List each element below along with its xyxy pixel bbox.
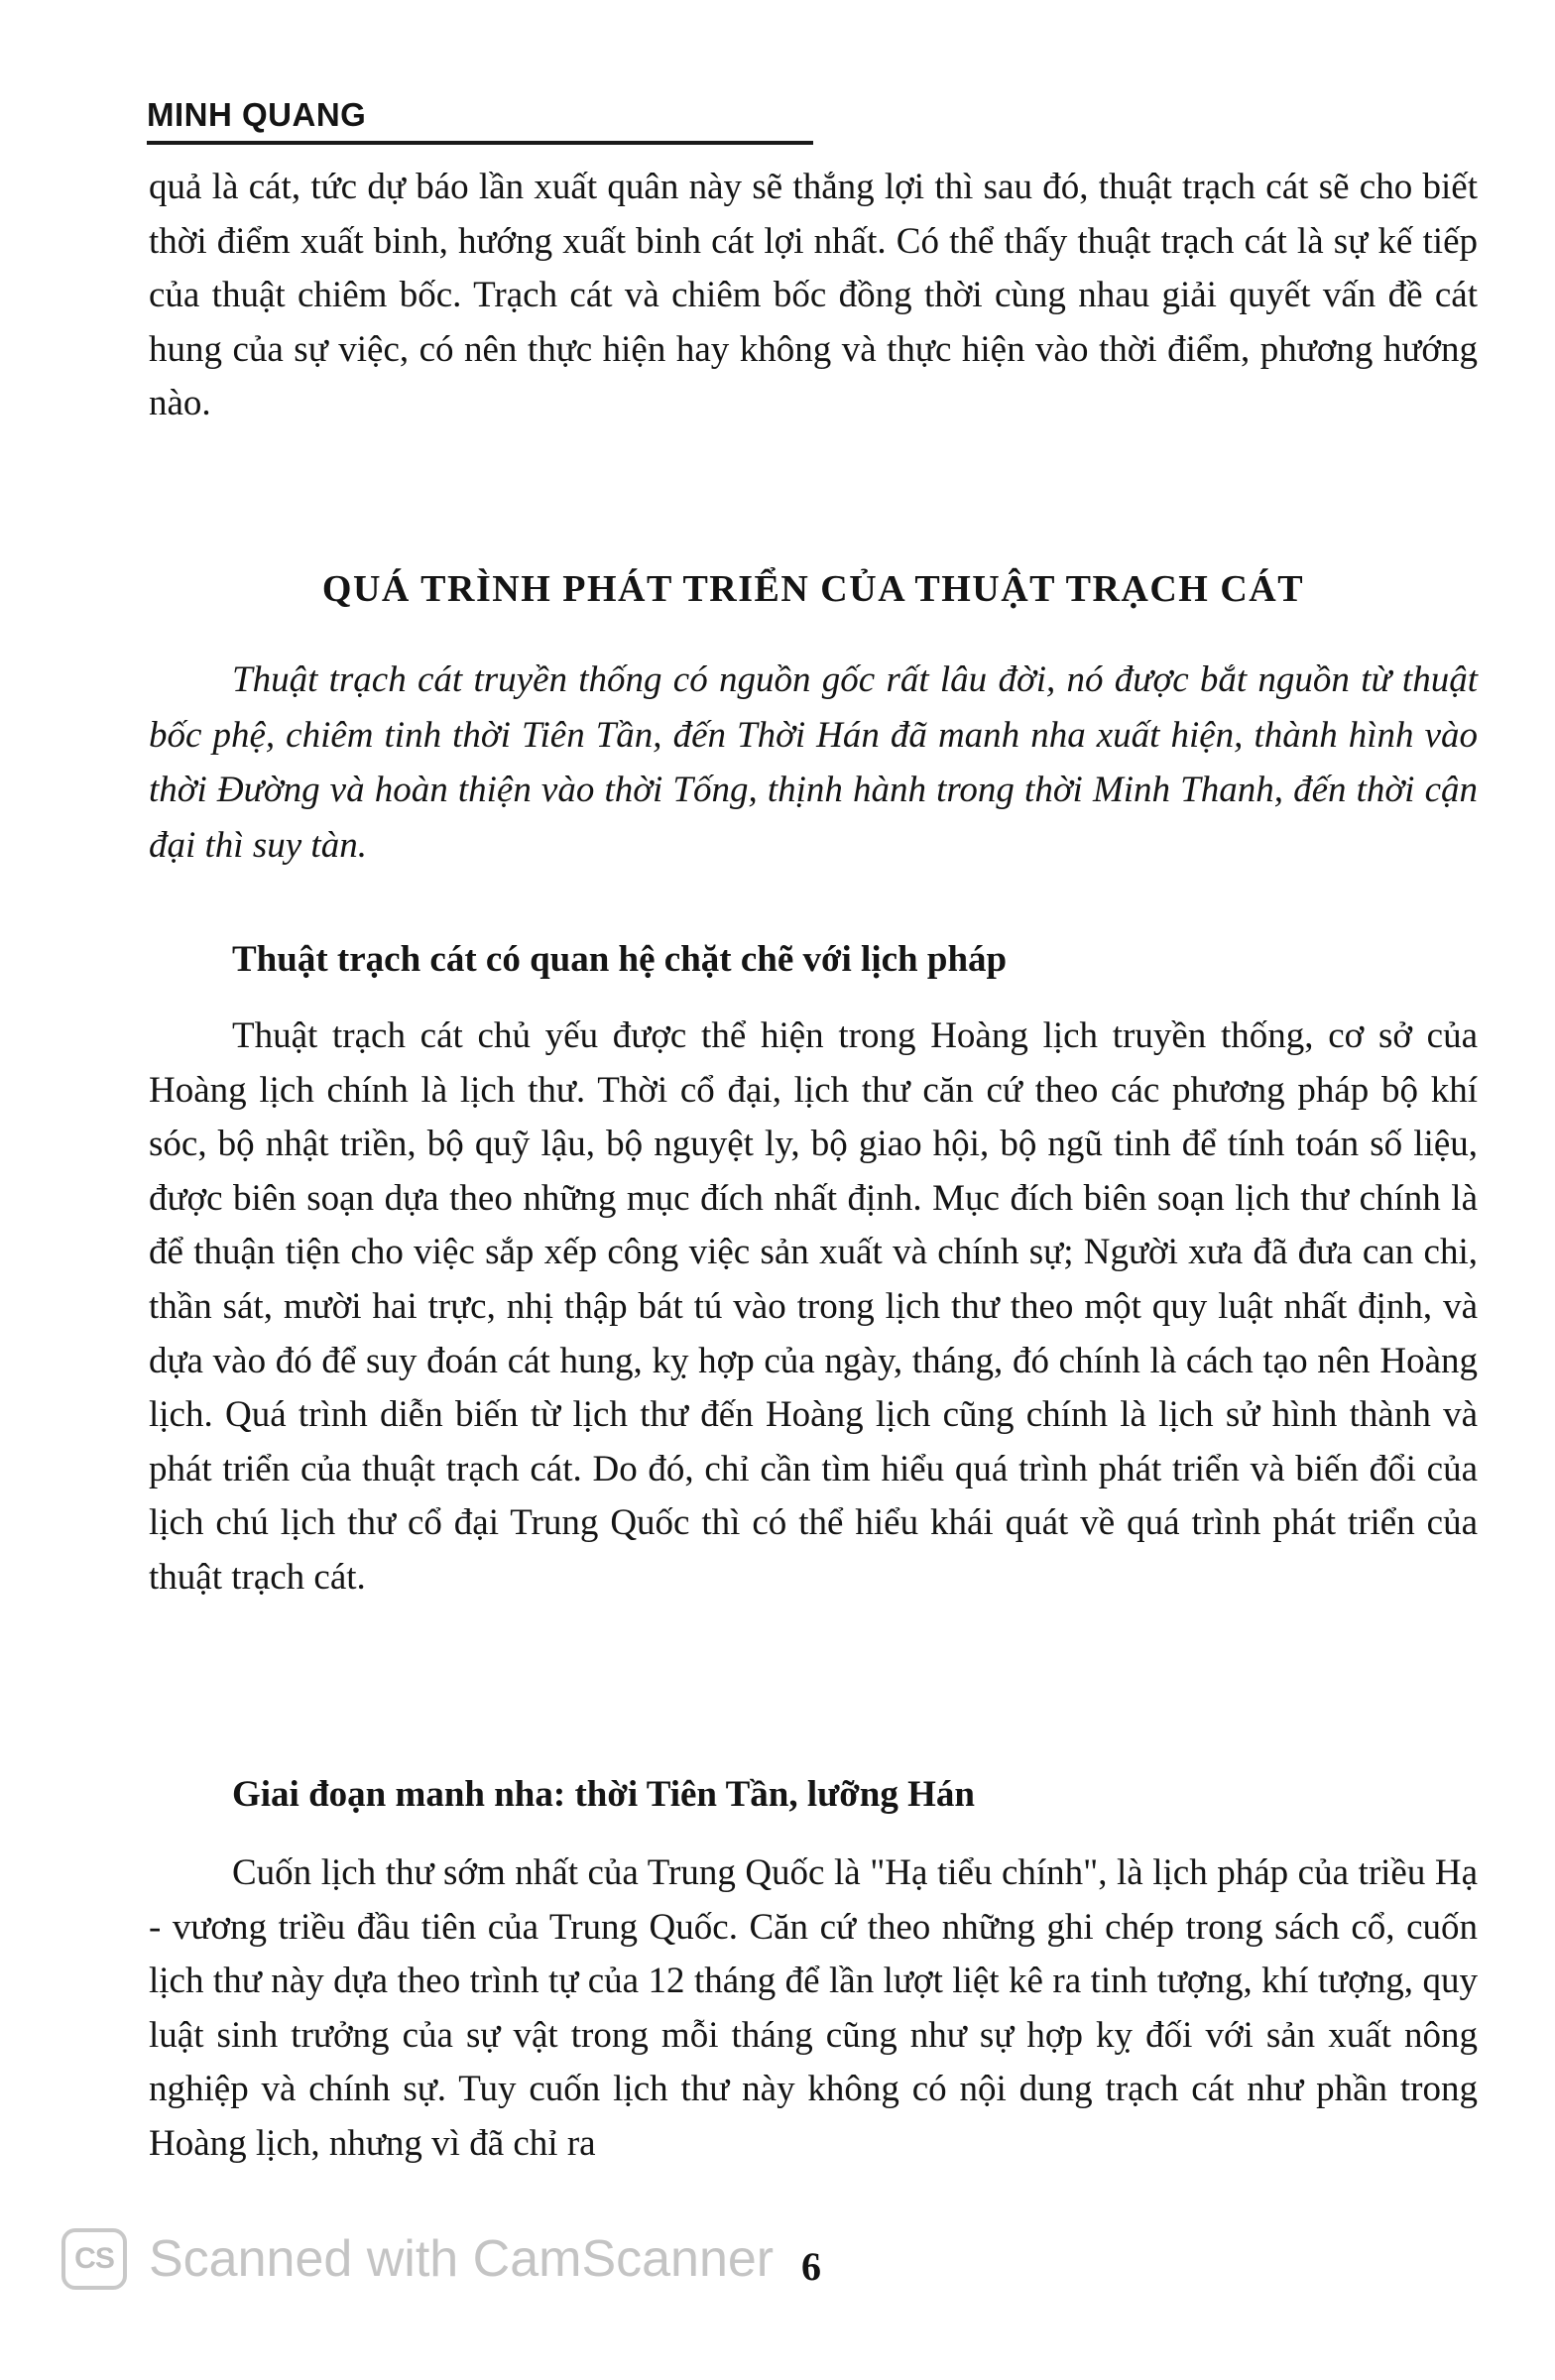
page-number: 6: [801, 2244, 821, 2289]
running-header: [147, 89, 813, 145]
subheading-early-stage: Giai đoạn manh nha: thời Tiên Tần, lưỡng Hán: [232, 1774, 975, 1815]
watermark-text: Scanned with CamScanner: [149, 2230, 775, 2288]
section-title: QUÁ TRÌNH PHÁT TRIỂN CỦA THUẬT TRẠCH CÁT: [321, 568, 1305, 610]
camscanner-watermark: [61, 2223, 774, 2295]
early-stage-paragraph: Cuốn lịch thư sớm nhất của Trung Quốc là "Hạ tiểu chính", là lịch pháp của triều Hạ - vương triều đầu tiên của Trung Quốc. Căn cứ theo những ghi chép trong sách cổ, cuốn lịch thư này dựa theo trình tự của 12 tháng để lần lượt liệt kê ra tinh tượng, khí tượng, quy luật sinh trưởng của sự vật trong mỗi tháng cũng như sự hợp kỵ đối với sản xuất nông nghiệp và chính sự. Tuy cuốn lịch thư này không có nội dung trạch cát như phần trong Hoàng lịch, nhưng vì đã chỉ ra: [149, 1852, 1478, 2164]
summary-paragraph: Thuật trạch cát truyền thống có nguồn gốc rất lâu đời, nó được bắt nguồn từ thuật bốc phệ, chiêm tinh thời Tiên Tần, đến Thời Hán đã manh nha xuất hiện, thành hình vào thời Đường và hoàn thiện vào thời Tống, thịnh hành trong thời Minh Thanh, đến thời cận đại thì suy tàn.: [149, 659, 1478, 866]
camscanner-logo-icon: CS: [61, 2228, 127, 2290]
subheading-calendar: Thuật trạch cát có quan hệ chặt chẽ với lịch pháp: [232, 939, 1008, 980]
calendar-paragraph: Thuật trạch cát chủ yếu được thể hiện trong Hoàng lịch truyền thống, cơ sở của Hoàng lịch chính là lịch thư. Thời cổ đại, lịch thư căn cứ theo các phương pháp bộ khí sóc, bộ nhật triền, bộ quỹ lậu, bộ nguyệt ly, bộ giao hội, bộ ngũ tinh để tính toán số liệu, được biên soạn dựa theo những mục đích nhất định. Mục đích biên soạn lịch thư chính là để thuận tiện cho việc sắp xếp công việc sản xuất và chính sự; Người xưa đã đưa can chi, thần sát, mười hai trực, nhị thập bát tú vào trong lịch thư theo một quy luật nhất định, và dựa vào đó để suy đoán cát hung, kỵ hợp của ngày, tháng, đó chính là cách tạo nên Hoàng lịch. Quá trình diễn biến từ lịch thư đến Hoàng lịch cũng chính là lịch sử hình thành và phát triển của thuật trạch cát. Do đó, chỉ cần tìm hiểu quá trình phát triển và biến đổi của lịch chú lịch thư cổ đại Trung Quốc thì có thể hiểu khái quát về quá trình phát triển của thuật trạch cát.: [149, 1015, 1478, 1598]
intro-paragraph: quả là cát, tức dự báo lần xuất quân này sẽ thắng lợi thì sau đó, thuật trạch cát sẽ cho biết thời điểm xuất binh, hướng xuất binh cát lợi nhất. Có thể thấy thuật trạch cát là sự kế tiếp của thuật chiêm bốc. Trạch cát và chiêm bốc đồng thời cùng nhau giải quyết vấn đề cát hung của sự việc, có nên thực hiện hay không và thực hiện vào thời điểm, phương hướng nào.: [149, 167, 1478, 424]
header-title: MINH QUANG: [147, 96, 367, 133]
